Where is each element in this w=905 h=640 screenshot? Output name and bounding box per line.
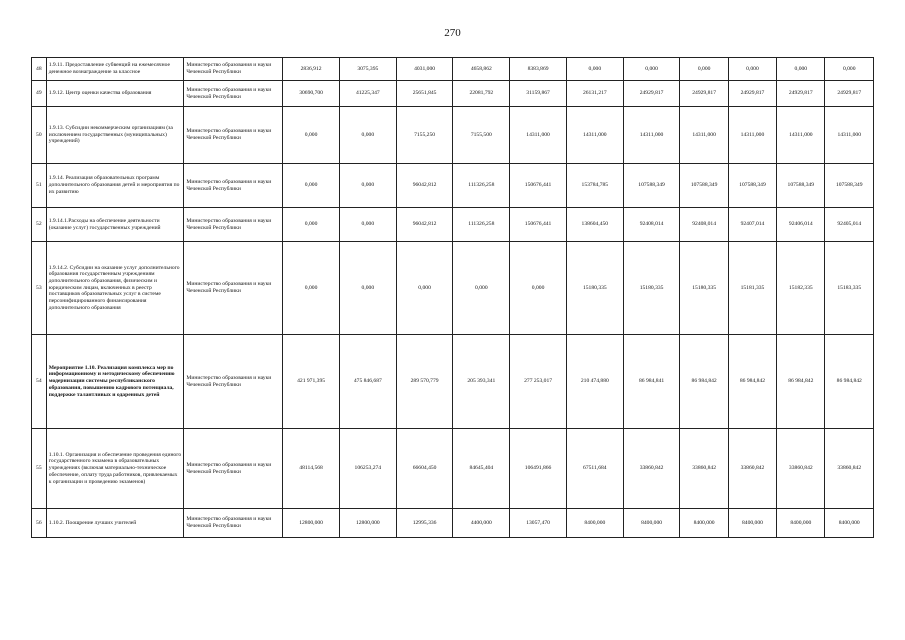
executor: Министерство образования и науки Чеченской Республики <box>184 107 283 164</box>
amount-cell: 15180,335 <box>623 242 680 335</box>
amount-cell: 0,000 <box>728 58 776 81</box>
amount-cell: 8400,000 <box>825 509 874 538</box>
amount-cell: 0,000 <box>566 58 623 81</box>
amount-cell: 0,000 <box>339 107 396 164</box>
amount-cell: 3075,395 <box>339 58 396 81</box>
amount-cell: 2836,912 <box>283 58 340 81</box>
amount-cell: 277 253,017 <box>510 335 567 429</box>
amount-cell: 86 984,841 <box>623 335 680 429</box>
amount-cell: 0,000 <box>825 58 874 81</box>
amount-cell: 0,000 <box>283 208 340 242</box>
amount-cell: 138604,450 <box>566 208 623 242</box>
amount-cell: 4400,000 <box>453 509 510 538</box>
amount-cell: 0,000 <box>510 242 567 335</box>
amount-cell: 92408,014 <box>680 208 728 242</box>
amount-cell: 153784,785 <box>566 164 623 208</box>
amount-cell: 8400,000 <box>566 509 623 538</box>
amount-cell: 289 570,779 <box>396 335 453 429</box>
activity-name: 1.9.14.1.Расходы на обеспечение деятельности (оказание услуг) государственных учреждений <box>46 208 184 242</box>
amount-cell: 0,000 <box>283 164 340 208</box>
table-body <box>32 58 874 538</box>
amount-cell: 25651,845 <box>396 81 453 107</box>
executor: Министерство образования и науки Чеченской Республики <box>184 429 283 509</box>
executor: Министерство образования и науки Чеченской Республики <box>184 81 283 107</box>
amount-cell: 86 984,842 <box>777 335 825 429</box>
amount-cell: 0,000 <box>339 242 396 335</box>
table-row <box>32 81 874 107</box>
amount-cell: 421 971,395 <box>283 335 340 429</box>
amount-cell: 0,000 <box>623 58 680 81</box>
amount-cell: 92405,014 <box>825 208 874 242</box>
amount-cell: 0,000 <box>680 58 728 81</box>
amount-cell: 12995,336 <box>396 509 453 538</box>
activity-name: Мероприятие 1.10. Реализация комплекса мер по информационному и методическому обеспечению модернизации системы республиканского образования, повышению кадрового потенциала, поддержке талантливых и одаренных детей <box>46 335 184 429</box>
amount-cell: 30690,700 <box>283 81 340 107</box>
amount-cell: 13057,470 <box>510 509 567 538</box>
amount-cell: 12800,000 <box>339 509 396 538</box>
amount-cell: 0,000 <box>396 242 453 335</box>
amount-cell: 150676,441 <box>510 208 567 242</box>
amount-cell: 210 474,880 <box>566 335 623 429</box>
row-number: 55 <box>32 429 47 509</box>
amount-cell: 14311,000 <box>728 107 776 164</box>
table-row <box>32 208 874 242</box>
amount-cell: 24929,817 <box>777 81 825 107</box>
amount-cell: 0,000 <box>453 242 510 335</box>
amount-cell: 48114,568 <box>283 429 340 509</box>
executor: Министерство образования и науки Чеченской Республики <box>184 58 283 81</box>
amount-cell: 7155,250 <box>396 107 453 164</box>
amount-cell: 33860,842 <box>623 429 680 509</box>
amount-cell: 22081,792 <box>453 81 510 107</box>
amount-cell: 41225,347 <box>339 81 396 107</box>
amount-cell: 24929,817 <box>825 81 874 107</box>
amount-cell: 92408,014 <box>623 208 680 242</box>
table-row <box>32 509 874 538</box>
executor: Министерство образования и науки Чеченской Республики <box>184 509 283 538</box>
amount-cell: 31159,867 <box>510 81 567 107</box>
amount-cell: 33860,842 <box>777 429 825 509</box>
amount-cell: 0,000 <box>339 208 396 242</box>
amount-cell: 475 846,687 <box>339 335 396 429</box>
amount-cell: 14311,000 <box>777 107 825 164</box>
amount-cell: 111326,258 <box>453 164 510 208</box>
amount-cell: 106253,274 <box>339 429 396 509</box>
amount-cell: 4031,000 <box>396 58 453 81</box>
amount-cell: 24929,817 <box>680 81 728 107</box>
amount-cell: 33860,842 <box>728 429 776 509</box>
amount-cell: 86 984,842 <box>825 335 874 429</box>
amount-cell: 86 984,842 <box>680 335 728 429</box>
amount-cell: 14311,000 <box>623 107 680 164</box>
amount-cell: 26131,217 <box>566 81 623 107</box>
activity-name: 1.10.1. Организация и обеспечение проведения единого государственного экзамена в образовательных учреждениях (включая материально-техническое обеспечение, оплату труда работников, привлекаемых к организации и проведению экзаменов) <box>46 429 184 509</box>
amount-cell: 107588,349 <box>623 164 680 208</box>
amount-cell: 86 984,842 <box>728 335 776 429</box>
amount-cell: 15181,335 <box>728 242 776 335</box>
row-number: 54 <box>32 335 47 429</box>
amount-cell: 7155,500 <box>453 107 510 164</box>
amount-cell: 107588,349 <box>728 164 776 208</box>
amount-cell: 0,000 <box>777 58 825 81</box>
amount-cell: 33860,842 <box>680 429 728 509</box>
amount-cell: 14311,000 <box>566 107 623 164</box>
row-number: 49 <box>32 81 47 107</box>
amount-cell: 92406,014 <box>777 208 825 242</box>
amount-cell: 205 393,341 <box>453 335 510 429</box>
amount-cell: 8400,000 <box>623 509 680 538</box>
row-number: 51 <box>32 164 47 208</box>
amount-cell: 0,000 <box>339 164 396 208</box>
amount-cell: 96042,812 <box>396 164 453 208</box>
amount-cell: 8383,869 <box>510 58 567 81</box>
executor: Министерство образования и науки Чеченской Республики <box>184 208 283 242</box>
amount-cell: 8400,000 <box>680 509 728 538</box>
budget-table <box>31 57 874 538</box>
amount-cell: 8400,000 <box>777 509 825 538</box>
executor: Министерство образования и науки Чеченской Республики <box>184 335 283 429</box>
activity-name: 1.9.14.2. Субсидии на оказание услуг дополнительного образования государственным учреждениям дополнительного образования, физическим и юридическим лицам, включенных в реестр поставщиков образовательных услуг в системе персонифицированного финансирования дополнительного образования <box>46 242 184 335</box>
amount-cell: 150676,441 <box>510 164 567 208</box>
activity-name: 1.10.2. Поощрение лучших учителей <box>46 509 184 538</box>
amount-cell: 14311,000 <box>825 107 874 164</box>
table-row <box>32 58 874 81</box>
executor: Министерство образования и науки Чеченской Республики <box>184 242 283 335</box>
amount-cell: 33860,842 <box>825 429 874 509</box>
table-row <box>32 429 874 509</box>
amount-cell: 24929,817 <box>623 81 680 107</box>
page-number: 270 <box>444 27 461 39</box>
table-row <box>32 242 874 335</box>
table-row <box>32 107 874 164</box>
amount-cell: 84645,404 <box>453 429 510 509</box>
amount-cell: 67511,684 <box>566 429 623 509</box>
executor: Министерство образования и науки Чеченской Республики <box>184 164 283 208</box>
amount-cell: 14311,000 <box>680 107 728 164</box>
table-row <box>32 335 874 429</box>
amount-cell: 92407,014 <box>728 208 776 242</box>
row-number: 50 <box>32 107 47 164</box>
amount-cell: 8400,000 <box>728 509 776 538</box>
amount-cell: 15182,335 <box>777 242 825 335</box>
amount-cell: 66604,450 <box>396 429 453 509</box>
amount-cell: 107588,349 <box>777 164 825 208</box>
amount-cell: 107588,349 <box>680 164 728 208</box>
amount-cell: 12800,000 <box>283 509 340 538</box>
amount-cell: 4658,862 <box>453 58 510 81</box>
amount-cell: 15180,335 <box>680 242 728 335</box>
amount-cell: 0,000 <box>283 107 340 164</box>
amount-cell: 24929,817 <box>728 81 776 107</box>
amount-cell: 106491,866 <box>510 429 567 509</box>
amount-cell: 15183,335 <box>825 242 874 335</box>
activity-name: 1.9.14. Реализация образовательных программ дополнительного образования детей и мероприятия по их развитию <box>46 164 184 208</box>
amount-cell: 15180,335 <box>566 242 623 335</box>
amount-cell: 111326,258 <box>453 208 510 242</box>
activity-name: 1.9.13. Субсидии некоммерческим организациям (за исключением государственных (муниципальных) учреждений) <box>46 107 184 164</box>
activity-name: 1.9.12. Центр оценки качества образования <box>46 81 184 107</box>
row-number: 53 <box>32 242 47 335</box>
amount-cell: 14311,000 <box>510 107 567 164</box>
row-number: 48 <box>32 58 47 81</box>
table-row <box>32 164 874 208</box>
amount-cell: 107588,349 <box>825 164 874 208</box>
row-number: 52 <box>32 208 47 242</box>
amount-cell: 0,000 <box>283 242 340 335</box>
amount-cell: 96042,812 <box>396 208 453 242</box>
activity-name: 1.9.11. Предоставление субвенций на ежемесячное денежное вознаграждение за классное <box>46 58 184 81</box>
row-number: 56 <box>32 509 47 538</box>
